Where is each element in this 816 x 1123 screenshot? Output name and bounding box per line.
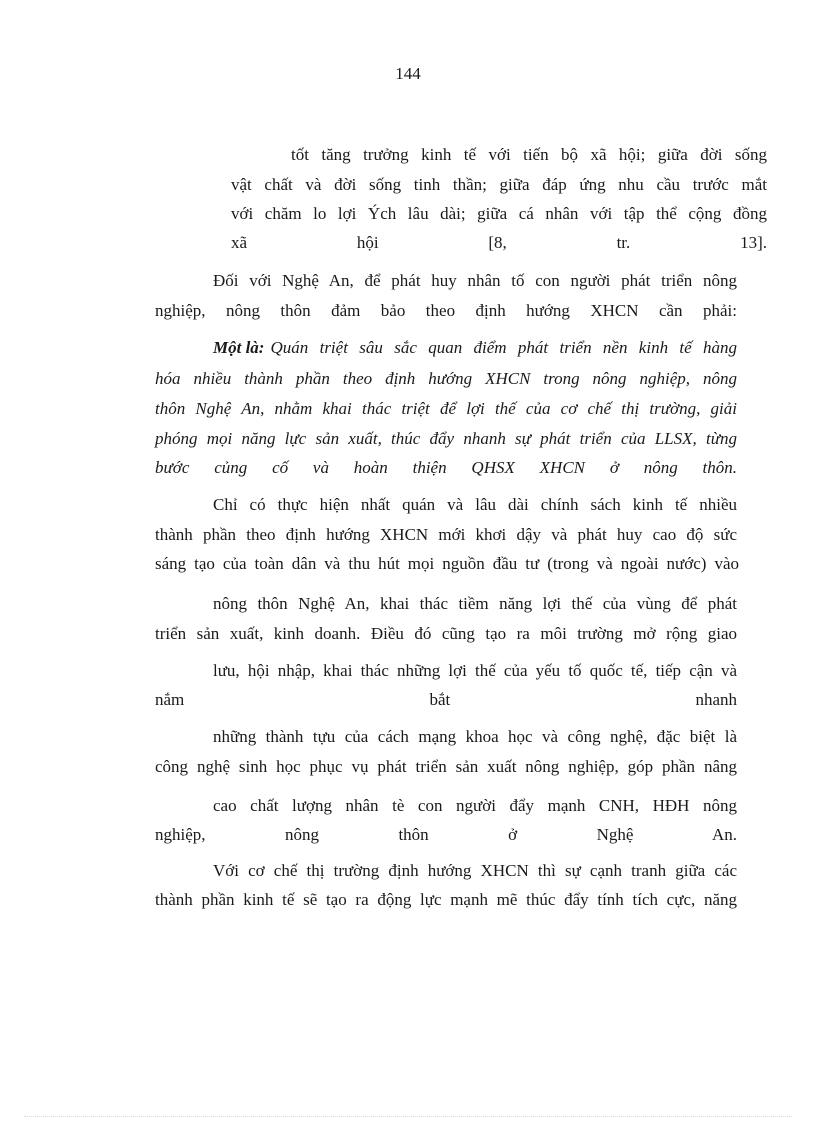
paragraph-line: triển sản xuất, kinh doanh. Điều đó cũng tạo ra môi trường mở rộng giao	[155, 624, 737, 643]
paragraph-line: những thành tựu của cách mạng khoa học và công nghệ, đặc biệt là	[213, 727, 737, 746]
paragraph-line: cao chất lượng nhân tè con người đẩy mạnh CNH, HĐH nông	[213, 796, 737, 815]
paragraph-line: lưu, hội nhập, khai thác những lợi thế của yếu tố quốc tế, tiếp cận và	[213, 661, 737, 680]
paragraph-line: Với cơ chế thị trường định hướng XHCN thì sự cạnh tranh giữa các	[213, 861, 737, 880]
quote-citation-line: xã hội [8, tr. 13].	[231, 233, 767, 252]
paragraph-line: nghiệp, nông thôn ở Nghệ An.	[155, 825, 737, 844]
paragraph-line: nắm bắt nhanh	[155, 690, 737, 709]
point-one-text: Quán triệt sâu sắc quan điểm phát triển nền kinh tế hàng	[270, 338, 737, 357]
italic-line: bước củng cố và hoàn thiện QHSX XHCN ở nông thôn.	[155, 458, 737, 477]
page-number: 144	[395, 64, 421, 83]
quote-line: tốt tăng trưởng kinh tế với tiến bộ xã hội; giữa đời sống	[291, 145, 767, 164]
quote-line: với chăm lo lợi Ých lâu dài; giữa cá nhân với tập thể cộng đồng	[231, 204, 767, 223]
paragraph-line: thành phần theo định hướng XHCN mới khơi dậy và phát huy cao độ sức	[155, 525, 737, 544]
page-bottom-divider	[24, 1116, 792, 1117]
paragraph-line: sáng tạo của toàn dân và thu hút mọi nguồn đầu tư (trong và ngoài nước) vào	[155, 554, 739, 573]
paragraph-line: Đối với Nghệ An, để phát huy nhân tố con người phát triển nông	[213, 271, 737, 290]
paragraph-line: thành phần kinh tế sẽ tạo ra động lực mạnh mẽ thúc đẩy tính tích cực, năng	[155, 890, 737, 909]
paragraph-line: nông thôn Nghệ An, khai thác tiềm năng lợi thế của vùng để phát	[213, 594, 737, 613]
quote-line: vật chất và đời sống tinh thần; giữa đáp ứng nhu cầu trước mắt	[231, 175, 767, 194]
italic-line: phóng mọi năng lực sản xuất, thúc đẩy nhanh sự phát triển của LLSX, từng	[155, 429, 737, 448]
point-one-label: Một là:	[213, 338, 265, 357]
paragraph-line: công nghệ sinh học phục vụ phát triển sản xuất nông nghiệp, góp phần nâng	[155, 757, 737, 776]
italic-line: hóa nhiều thành phần theo định hướng XHCN trong nông nghiệp, nông	[155, 369, 737, 388]
paragraph-line: Chỉ có thực hiện nhất quán và lâu dài chính sách kinh tế nhiều	[213, 495, 737, 514]
point-one-first-line	[213, 337, 737, 359]
italic-line: thôn Nghệ An, nhằm khai thác triệt để lợi thế của cơ chế thị trường, giải	[155, 399, 737, 418]
paragraph-line: nghiệp, nông thôn đảm bảo theo định hướng XHCN cần phải:	[155, 301, 737, 320]
